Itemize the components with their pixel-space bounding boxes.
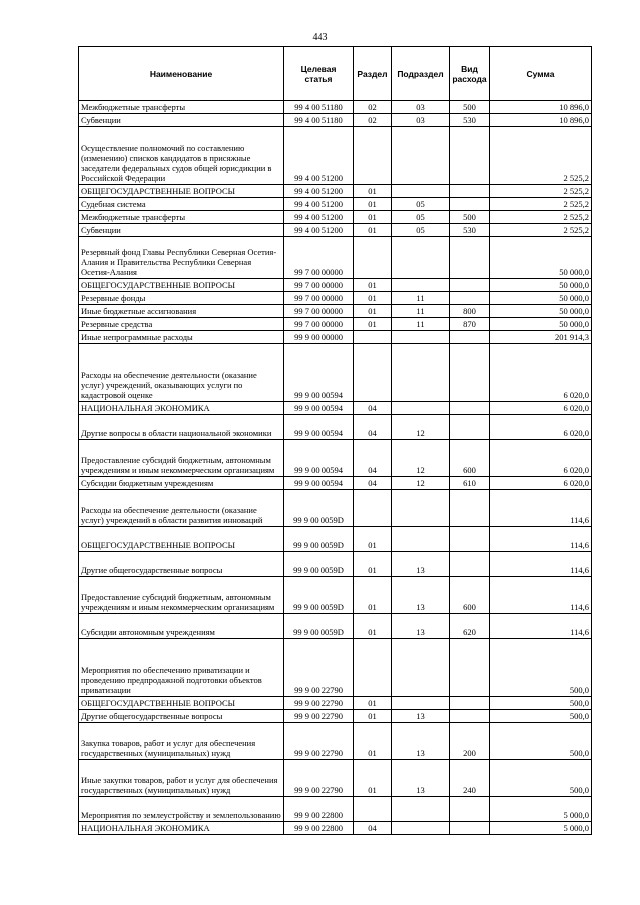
row-subsection: 13 [392,723,450,760]
row-section: 01 [354,527,392,552]
row-kind [450,822,490,835]
row-code: 99 9 00 22790 [284,723,354,760]
row-subsection: 13 [392,614,450,639]
row-sum: 50 000,0 [490,305,592,318]
row-kind [450,415,490,440]
header-kind: Вид расхода [450,47,490,101]
row-section: 04 [354,477,392,490]
row-section: 01 [354,279,392,292]
row-sum: 201 914,3 [490,331,592,344]
row-name: Расходы на обеспечение деятельности (оказание услуг) учреждений, оказывающих услуги по кадастровой оценке [79,344,284,402]
row-sum: 2 525,2 [490,185,592,198]
row-subsection: 12 [392,477,450,490]
row-subsection: 12 [392,415,450,440]
row-name: Межбюджетные трансферты [79,211,284,224]
row-name: Субсидии автономным учреждениям [79,614,284,639]
row-kind: 600 [450,440,490,477]
row-sum: 5 000,0 [490,797,592,822]
row-code: 99 9 00 0059D [284,614,354,639]
row-sum: 50 000,0 [490,318,592,331]
row-code: 99 9 00 00594 [284,477,354,490]
row-subsection [392,797,450,822]
row-kind [450,697,490,710]
row-code: 99 9 00 22800 [284,797,354,822]
row-code: 99 7 00 00000 [284,292,354,305]
row-code: 99 4 00 51200 [284,198,354,211]
row-kind [450,344,490,402]
row-kind [450,639,490,697]
row-code: 99 4 00 51200 [284,211,354,224]
row-sum: 6 020,0 [490,440,592,477]
row-name: Предоставление субсидий бюджетным, автономным учреждениям и иным некоммерческим организациям [79,440,284,477]
header-section: Раздел [354,47,392,101]
table-row [79,552,592,577]
row-section: 01 [354,305,392,318]
row-name: ОБЩЕГОСУДАРСТВЕННЫЕ ВОПРОСЫ [79,697,284,710]
table-row [79,318,592,331]
row-subsection: 05 [392,224,450,237]
row-name: Осуществление полномочий по составлению (изменению) списков кандидатов в присяжные заседатели федеральных судов общей юрисдикции в Российской Федерации [79,127,284,185]
table-row [79,198,592,211]
row-subsection [392,639,450,697]
row-kind [450,185,490,198]
row-code: 99 7 00 00000 [284,318,354,331]
row-section: 01 [354,577,392,614]
row-subsection: 11 [392,305,450,318]
row-kind: 240 [450,760,490,797]
table-row [79,305,592,318]
row-name: Резервные средства [79,318,284,331]
row-section: 02 [354,114,392,127]
row-name: Другие вопросы в области национальной экономики [79,415,284,440]
row-name: Резервный фонд Главы Республики Северная Осетия-Алания и Правительства Республики Северная Осетия-Алания [79,237,284,279]
row-sum: 10 896,0 [490,101,592,114]
row-subsection [392,185,450,198]
table-row [79,760,592,797]
table-row [79,527,592,552]
row-section [354,490,392,527]
row-code: 99 9 00 0059D [284,577,354,614]
row-code: 99 9 00 22790 [284,710,354,723]
row-section: 01 [354,185,392,198]
row-code: 99 4 00 51200 [284,127,354,185]
row-sum: 6 020,0 [490,415,592,440]
row-kind: 870 [450,318,490,331]
row-kind: 600 [450,577,490,614]
row-kind [450,292,490,305]
row-sum: 6 020,0 [490,402,592,415]
row-subsection: 11 [392,318,450,331]
row-name: Закупка товаров, работ и услуг для обеспечения государственных (муниципальных) нужд [79,723,284,760]
table-row [79,292,592,305]
row-code: 99 9 00 00594 [284,440,354,477]
row-kind: 620 [450,614,490,639]
row-sum: 2 525,2 [490,198,592,211]
row-name: Межбюджетные трансферты [79,101,284,114]
row-kind: 800 [450,305,490,318]
row-subsection: 13 [392,760,450,797]
row-sum: 114,6 [490,490,592,527]
row-kind [450,127,490,185]
row-kind [450,237,490,279]
row-sum: 5 000,0 [490,822,592,835]
row-sum: 114,6 [490,527,592,552]
row-subsection [392,344,450,402]
row-code: 99 4 00 51200 [284,185,354,198]
row-section: 01 [354,224,392,237]
row-name: Резервные фонды [79,292,284,305]
row-name: Другие общегосударственные вопросы [79,710,284,723]
row-name: ОБЩЕГОСУДАРСТВЕННЫЕ ВОПРОСЫ [79,279,284,292]
row-name: Мероприятия по землеустройству и землепользованию [79,797,284,822]
row-subsection [392,127,450,185]
row-sum: 10 896,0 [490,114,592,127]
row-name: Иные закупки товаров, работ и услуг для обеспечения государственных (муниципальных) нужд [79,760,284,797]
row-kind [450,279,490,292]
header-code: Целевая статья [284,47,354,101]
row-subsection: 03 [392,114,450,127]
row-code: 99 4 00 51200 [284,224,354,237]
table-row [79,477,592,490]
row-section [354,797,392,822]
row-section: 01 [354,760,392,797]
row-code: 99 9 00 00594 [284,402,354,415]
row-sum: 6 020,0 [490,477,592,490]
table-row [79,822,592,835]
header-subsection: Подраздел [392,47,450,101]
row-name: Расходы на обеспечение деятельности (оказание услуг) учреждений в области развития инноваций [79,490,284,527]
row-sum: 50 000,0 [490,292,592,305]
row-name: Субсидии бюджетным учреждениям [79,477,284,490]
row-sum: 500,0 [490,697,592,710]
row-sum: 50 000,0 [490,237,592,279]
row-code: 99 9 00 0059D [284,552,354,577]
row-section: 01 [354,198,392,211]
row-sum: 50 000,0 [490,279,592,292]
row-section [354,237,392,279]
row-name: Другие общегосударственные вопросы [79,552,284,577]
row-kind [450,402,490,415]
table-row [79,279,592,292]
row-code: 99 4 00 51180 [284,114,354,127]
row-subsection: 13 [392,710,450,723]
row-subsection [392,490,450,527]
row-subsection: 03 [392,101,450,114]
row-name: Иные непрограммные расходы [79,331,284,344]
row-kind [450,490,490,527]
row-subsection: 05 [392,211,450,224]
row-subsection [392,697,450,710]
table-row [79,224,592,237]
table-row [79,127,592,185]
row-subsection: 13 [392,577,450,614]
row-section [354,344,392,402]
row-name: ОБЩЕГОСУДАРСТВЕННЫЕ ВОПРОСЫ [79,527,284,552]
row-sum: 114,6 [490,577,592,614]
row-section: 01 [354,710,392,723]
row-sum: 2 525,2 [490,224,592,237]
table-row [79,710,592,723]
row-subsection: 13 [392,552,450,577]
row-kind: 530 [450,114,490,127]
row-sum: 114,6 [490,552,592,577]
row-kind: 530 [450,224,490,237]
row-code: 99 7 00 00000 [284,279,354,292]
row-section [354,127,392,185]
row-section [354,639,392,697]
row-section [354,331,392,344]
header-sum: Сумма [490,47,592,101]
row-name: Предоставление субсидий бюджетным, автономным учреждениям и иным некоммерческим организациям [79,577,284,614]
row-name: Судебная система [79,198,284,211]
row-subsection [392,279,450,292]
header-name: Наименование [79,47,284,101]
row-kind [450,710,490,723]
row-name: ОБЩЕГОСУДАРСТВЕННЫЕ ВОПРОСЫ [79,185,284,198]
row-sum: 500,0 [490,710,592,723]
row-section: 01 [354,614,392,639]
row-name: Иные бюджетные ассигнования [79,305,284,318]
row-name: Мероприятия по обеспечению приватизации и проведению предпродажной подготовки объектов приватизации [79,639,284,697]
table-row [79,639,592,697]
table-row [79,331,592,344]
row-section: 04 [354,402,392,415]
row-code: 99 9 00 00594 [284,415,354,440]
row-sum: 114,6 [490,614,592,639]
row-section: 04 [354,440,392,477]
table-row [79,344,592,402]
row-name: НАЦИОНАЛЬНАЯ ЭКОНОМИКА [79,822,284,835]
row-name: Субвенции [79,114,284,127]
row-section: 02 [354,101,392,114]
table-row [79,402,592,415]
row-code: 99 9 00 00594 [284,344,354,402]
row-kind [450,797,490,822]
row-kind [450,331,490,344]
table-row [79,415,592,440]
row-section: 01 [354,552,392,577]
row-code: 99 9 00 0059D [284,490,354,527]
row-name: НАЦИОНАЛЬНАЯ ЭКОНОМИКА [79,402,284,415]
row-kind [450,198,490,211]
table-row [79,797,592,822]
row-sum: 500,0 [490,639,592,697]
table-row [79,614,592,639]
row-code: 99 9 00 22790 [284,639,354,697]
table-row [79,101,592,114]
table-row [79,723,592,760]
row-code: 99 9 00 00000 [284,331,354,344]
table-row [79,185,592,198]
row-subsection [392,331,450,344]
row-sum: 2 525,2 [490,211,592,224]
row-sum: 500,0 [490,760,592,797]
row-section: 01 [354,318,392,331]
table-row [79,577,592,614]
row-subsection: 11 [392,292,450,305]
table-row [79,697,592,710]
row-kind [450,552,490,577]
row-code: 99 9 00 0059D [284,527,354,552]
row-code: 99 9 00 22790 [284,760,354,797]
row-subsection: 12 [392,440,450,477]
row-subsection [392,237,450,279]
row-kind: 500 [450,211,490,224]
row-sum: 2 525,2 [490,127,592,185]
row-section: 04 [354,822,392,835]
row-sum: 6 020,0 [490,344,592,402]
row-section: 04 [354,415,392,440]
row-subsection [392,527,450,552]
row-kind: 610 [450,477,490,490]
table-row [79,440,592,477]
table-row [79,211,592,224]
table-row [79,237,592,279]
row-section: 01 [354,697,392,710]
row-kind [450,527,490,552]
row-kind: 500 [450,101,490,114]
row-code: 99 7 00 00000 [284,305,354,318]
row-code: 99 9 00 22790 [284,697,354,710]
table-header-row [79,47,592,101]
budget-table [78,46,592,835]
row-section: 01 [354,723,392,760]
row-code: 99 7 00 00000 [284,237,354,279]
row-code: 99 9 00 22800 [284,822,354,835]
row-section: 01 [354,292,392,305]
row-subsection [392,402,450,415]
row-subsection: 05 [392,198,450,211]
row-section: 01 [354,211,392,224]
table-body [79,101,592,835]
table-row [79,490,592,527]
row-kind: 200 [450,723,490,760]
row-code: 99 4 00 51180 [284,101,354,114]
page-number: 443 [312,32,328,43]
row-sum: 500,0 [490,723,592,760]
row-subsection [392,822,450,835]
row-name: Субвенции [79,224,284,237]
table-row [79,114,592,127]
